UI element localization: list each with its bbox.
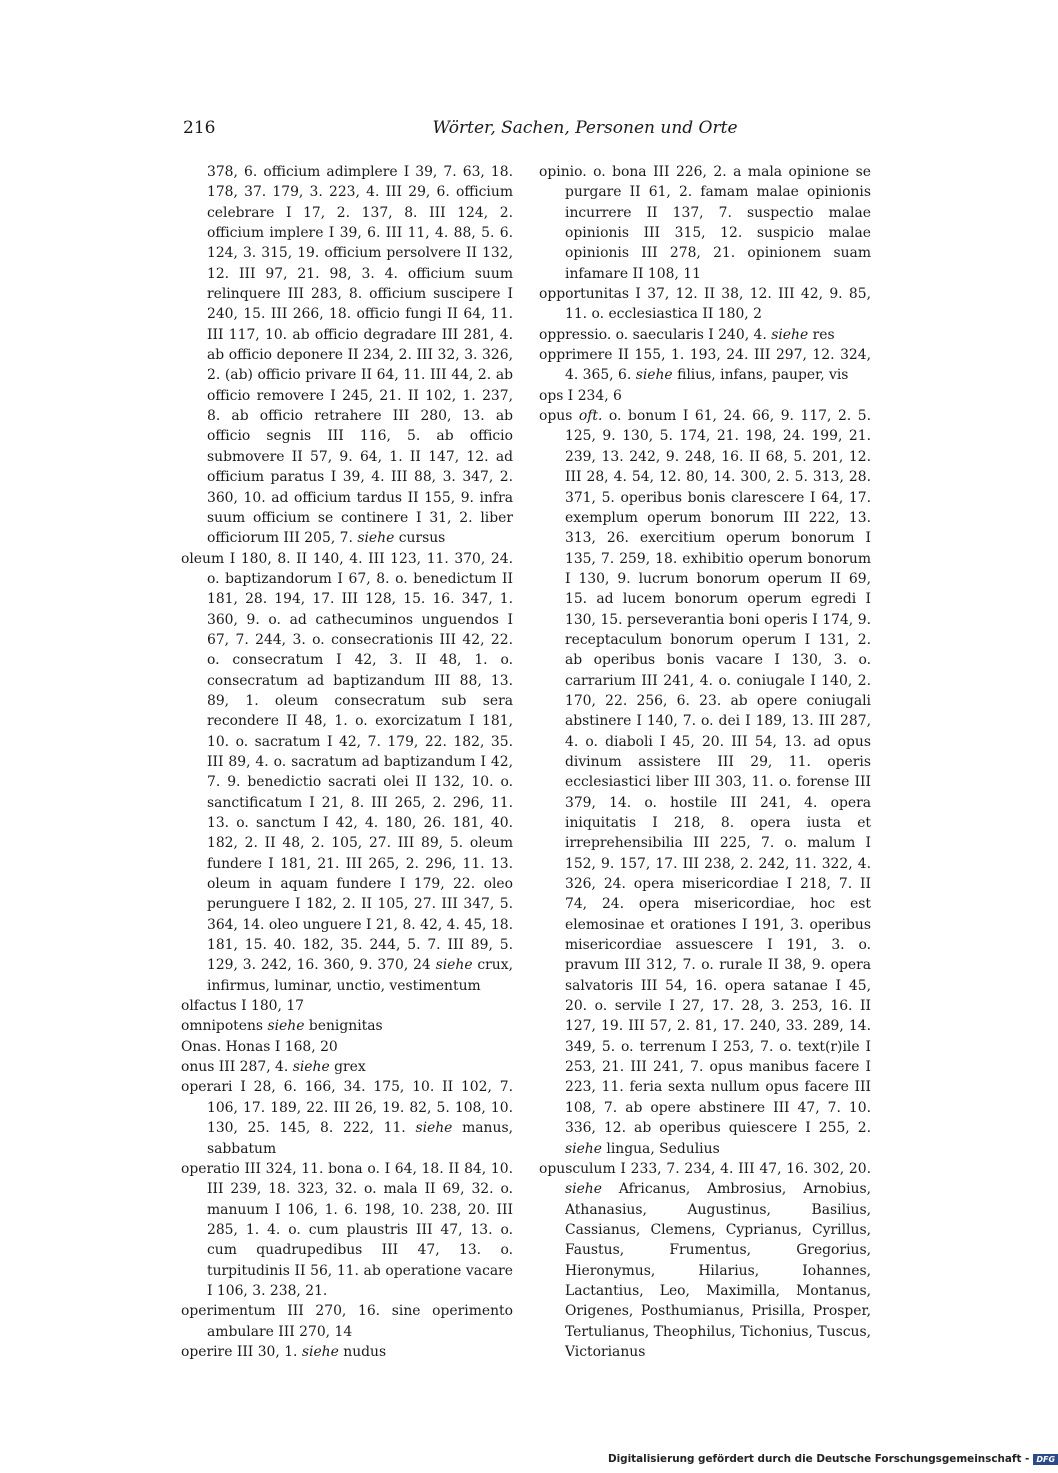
- running-title: Wörter, Sachen, Personen und Orte: [432, 118, 738, 138]
- index-entry: opinio. o. bona III 226, 2. a mala opinione se purgare II 61, 2. famam malae opinionis incurrere II 137, 7. suspectio malae opinionis III 315, 12. suspicio malae opinionis III 278, 21. opinionem suam infamare II 108, 11: [539, 164, 871, 282]
- index-column-right: [539, 162, 871, 1362]
- footer-text: Digitalisierung gefördert durch die Deutsche Forschungsgemeinschaft -: [608, 1453, 1030, 1465]
- digitization-footer: [608, 1453, 1056, 1465]
- index-entry: ops I 234, 6: [539, 387, 622, 404]
- index-entry: opportunitas I 37, 12. II 38, 12. III 42, 9. 85, 11. o. ecclesiastica II 180, 2: [539, 286, 871, 323]
- dfg-logo: DFG: [1033, 1454, 1058, 1465]
- index-entry: operimentum III 270, 16. sine operimento ambulare III 270, 14: [181, 1303, 513, 1340]
- index-entry: oleum I 180, 8. II 140, 4. III 123, 11. 370, 24. o. baptizandorum I 67, 8. o. benedictum II 181, 28. 194, 17. III 128, 15. 16. 347, 1. 360, 9. o. ad cathecuminos unguendos I 67, 7. 244, 3. o. consecrationis III 42, 22. o. consecratum I 42, 3. II 48, 1. o. consecratum ad baptizandum III 88, 13. 89, 1. oleum consecratum sub sera recondere II 48, 1. o. exorcizatum I 181, 10. o. sacratum I 42, 7. 179, 22. 182, 35. III 89, 4. o. sacratum ad baptizandum I 42, 7. 9. benedictio sacrati olei II 132, 10. o. sanctificatum I 21, 8. III 265, 2. 296, 11. 13. o. sanctum I 42, 4. 180, 26. 181, 40. 182, 2. II 48, 2. 105, 27. III 89, 5. oleum fundere I 181, 21. III 265, 2. 296, 11. 13. oleum in aquam fundere I 179, 22. oleo perunguere I 182, 2. II 105, 27. III 347, 5. 364, 14. oleo unguere I 21, 8. 42, 4. 45, 18. 181, 15. 40. 182, 35. 244, 5. 7. III 89, 5. 129, 3. 242, 16. 360, 9. 370, 24 siehe crux, infirmus, luminar, unctio, vestimentum: [181, 550, 514, 994]
- page-number: 216: [183, 118, 216, 138]
- index-column-left: [181, 162, 513, 1362]
- index-entry: olfactus I 180, 17: [181, 998, 305, 1015]
- index-entry: 378, 6. officium adimplere I 39, 7. 63, 18. 178, 37. 179, 3. 223, 4. III 29, 6. officium celebrare I 17, 2. 137, 8. III 124, 2. officium implere I 39, 6. III 11, 4. 88, 5. 6. 124, 3. 315, 19. officium persolvere II 132, 12. III 97, 21. 98, 3. 4. officium suum relinquere III 283, 8. officium suscipere I 240, 15. III 266, 18. officio fungi II 64, 11. III 117, 10. ab officio degradare III 281, 4. ab officio deponere II 234, 2. III 32, 3. 326, 2. (ab) officio privare II 64, 11. III 44, 2. ab officio removere I 245, 21. II 102, 1. 237, 8. ab officio retrahere III 280, 13. ab officio segnis III 116, 5. ab officio submovere II 57, 9. 64, 1. II 147, 12. ad officium paratus I 39, 4. III 88, 3. 347, 2. 360, 10. ad officium tardus II 155, 9. infra suum officium se continere I 31, 2. liber officiorum III 205, 7. siehe cursus: [207, 164, 513, 547]
- index-entry: opus oft. o. bonum I 61, 24. 66, 9. 117, 2. 5. 125, 9. 130, 5. 174, 21. 198, 24. 199, 21. 239, 13. 242, 9. 248, 16. II 68, 5. 201, 12. III 28, 4. 54, 12. 80, 14. 300, 2. 5. 313, 28. 371, 5. operibus bonis clarescere I 64, 17. exemplum operum bonorum III 222, 13. 313, 26. exercitium operum bonorum I 135, 7. 259, 18. exhibitio operum bonorum I 130, 9. lucrum bonorum operum II 69, 15. ad lucem bonorum operum egredi I 130, 15. perseverantia boni operis I 174, 9. receptaculum bonorum operum I 131, 2. ab operibus bonis vacare I 130, 3. o. carrarium III 241, 4. o. coniugale I 140, 2. 170, 22. 256, 6. 23. ab opere coniugali abstinere I 140, 7. o. dei I 189, 13. III 287, 4. o. diaboli I 45, 20. III 54, 13. ad opus divinum assistere III 29, 11. operis ecclesiastici liber III 303, 11. o. forense III 379, 14. o. hostile III 241, 4. opera iniquitatis I 218, 8. opera iusta et irreprehensibilia III 225, 7. o. malum I 152, 9. 157, 17. III 238, 2. 242, 11. 322, 4. 326, 24. opera misericordiae I 218, 7. II 74, 24. opera misericordiae, hoc est elemosinae et orationes I 191, 3. operibus misericordiae assuescere I 191, 3. o. pravum III 312, 7. o. rurale II 38, 9. opera salvatoris III 54, 16. opera satanae I 45, 20. o. servile I 27, 17. 28, 3. 253, 16. II 127, 19. III 57, 2. 81, 17. 240, 33. 289, 14. 349, 5. o. terrenum I 253, 7. o. text(r)ile I 253, 21. III 241, 7. opus manibus facere I 223, 11. feria sexta nullum opus facere III 108, 7. ab opere abstinere III 47, 7. 10. 336, 12. ab operibus quiescere I 255, 2. siehe lingua, Sedulius: [539, 408, 871, 1157]
- index-entry: omnipotens siehe benignitas: [181, 1018, 383, 1035]
- running-head: [0, 118, 1000, 140]
- index-entry: onus III 287, 4. siehe grex: [181, 1059, 366, 1076]
- index-entry: opprimere II 155, 1. 193, 24. III 297, 12. 324, 4. 365, 6. siehe filius, infans, pauper, vis: [539, 347, 871, 384]
- index-entry: operatio III 324, 11. bona o. I 64, 18. II 84, 10. III 239, 18. 323, 32. o. mala II 69, 32. o. manuum I 106, 1. 6. 198, 10. 238, 20. III 285, 1. 4. o. cum plaustris III 47, 13. o. cum quadrupedibus III 47, 13. o. turpitudinis II 56, 11. ab operatione vacare I 106, 3. 238, 21.: [181, 1160, 513, 1299]
- index-entry: oppressio. o. saecularis I 240, 4. siehe res: [539, 326, 835, 343]
- index-entry: opusculum I 233, 7. 234, 4. III 47, 16. 302, 20. siehe Africanus, Ambrosius, Arnobius, Athanasius, Augustinus, Basilius, Cassianus, Clemens, Cyprianus, Cyrillus, Faustus, Frumentus, Gregorius, Hieronymus, Hilarius, Iohannes, Lactantius, Leo, Maximilla, Montanus, Origenes, Posthumianus, Prisilla, Prosper, Tertulianus, Theophilus, Tichonius, Tuscus, Victorianus: [539, 1160, 871, 1360]
- index-entry: operire III 30, 1. siehe nudus: [181, 1343, 387, 1360]
- index-entry: operari I 28, 6. 166, 34. 175, 10. II 102, 7. 106, 17. 189, 22. III 26, 19. 82, 5. 108, 10. 130, 25. 145, 8. 222, 11. siehe manus, sabbatum: [181, 1079, 513, 1157]
- index-entry: Onas. Honas I 168, 20: [181, 1038, 338, 1055]
